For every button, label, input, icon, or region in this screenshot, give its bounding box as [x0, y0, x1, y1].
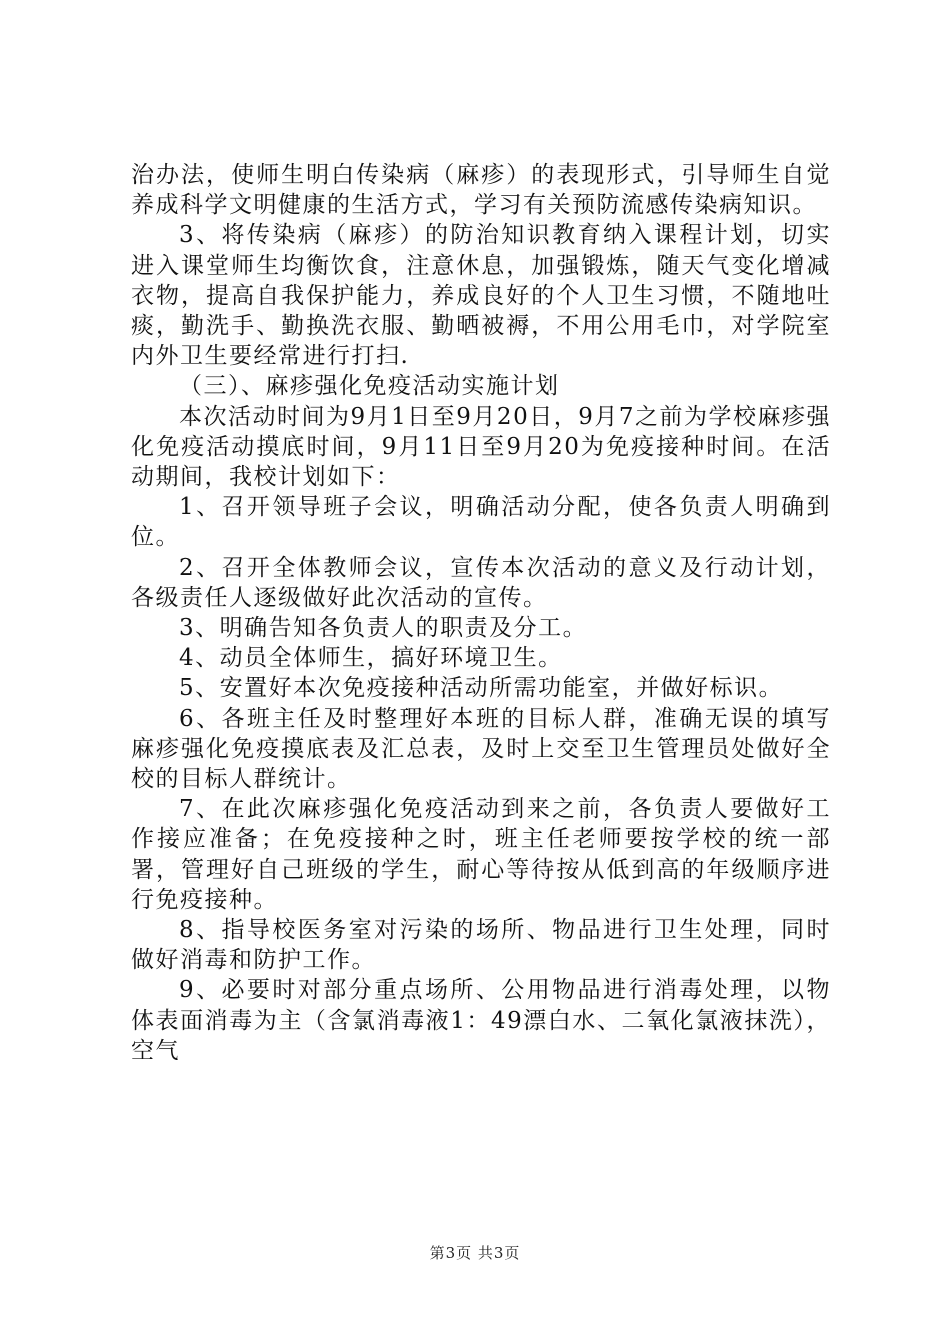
- paragraph-activity-time: 本次活动时间为9月1日至9月20日，9月7之前为学校麻疹强化免疫活动摸底时间，9月11日至9月20为免疫接种时间。在活动期间，我校计划如下：: [131, 403, 831, 491]
- paragraph-item-3-curriculum: 3、将传染病（麻疹）的防治知识教育纳入课程计划，切实进入课堂师生均衡饮食，注意休息，加强锻炼，随天气变化增减衣物，提高自我保护能力，养成良好的个人卫生习惯，不随地吐痰，勤洗手、勤换洗衣服、勤晒被褥，不用公用毛巾，对学院室内外卫生要经常进行打扫.: [131, 222, 831, 370]
- list-item-3: 3、明确告知各负责人的职责及分工。: [179, 615, 588, 642]
- page-number-footer: 第3页 共3页: [429, 1244, 521, 1262]
- list-item-8: 8、指导校医务室对污染的场所、物品进行卫生处理，同时做好消毒和防护工作。: [131, 917, 831, 974]
- document-body: [131, 160, 831, 1066]
- list-item-9: 9、必要时对部分重点场所、公用物品进行消毒处理，以物体表面消毒为主（含氯消毒液1：49漂白水、二氧化氯液抹洗），空气: [131, 977, 831, 1064]
- list-item-7: 7、在此次麻疹强化免疫活动到来之前，各负责人要做好工作接应准备；在免疫接种之时，班主任老师要按学校的统一部署，管理好自己班级的学生，耐心等待按从低到高的年级顺序进行免疫接种。: [131, 796, 831, 913]
- paragraph-continuation: 治办法，使师生明白传染病（麻疹）的表现形式，引导师生自觉养成科学文明健康的生活方式，学习有关预防流感传染病知识。: [131, 162, 831, 219]
- list-item-6: 6、各班主任及时整理好本班的目标人群，准确无误的填写麻疹强化免疫摸底表及汇总表，及时上交至卫生管理员处做好全校的目标人群统计。: [131, 705, 831, 793]
- section-heading-3: （三）、麻疹强化免疫活动实施计划: [179, 373, 560, 400]
- list-item-4: 4、动员全体师生，搞好环境卫生。: [179, 645, 563, 672]
- list-item-5: 5、安置好本次免疫接种活动所需功能室，并做好标识。: [179, 675, 784, 702]
- list-item-1: 1、召开领导班子会议，明确活动分配，使各负责人明确到位。: [131, 494, 831, 551]
- list-item-2: 2、召开全体教师会议，宣传本次活动的意义及行动计划，各级责任人逐级做好此次活动的宣传。: [131, 554, 831, 611]
